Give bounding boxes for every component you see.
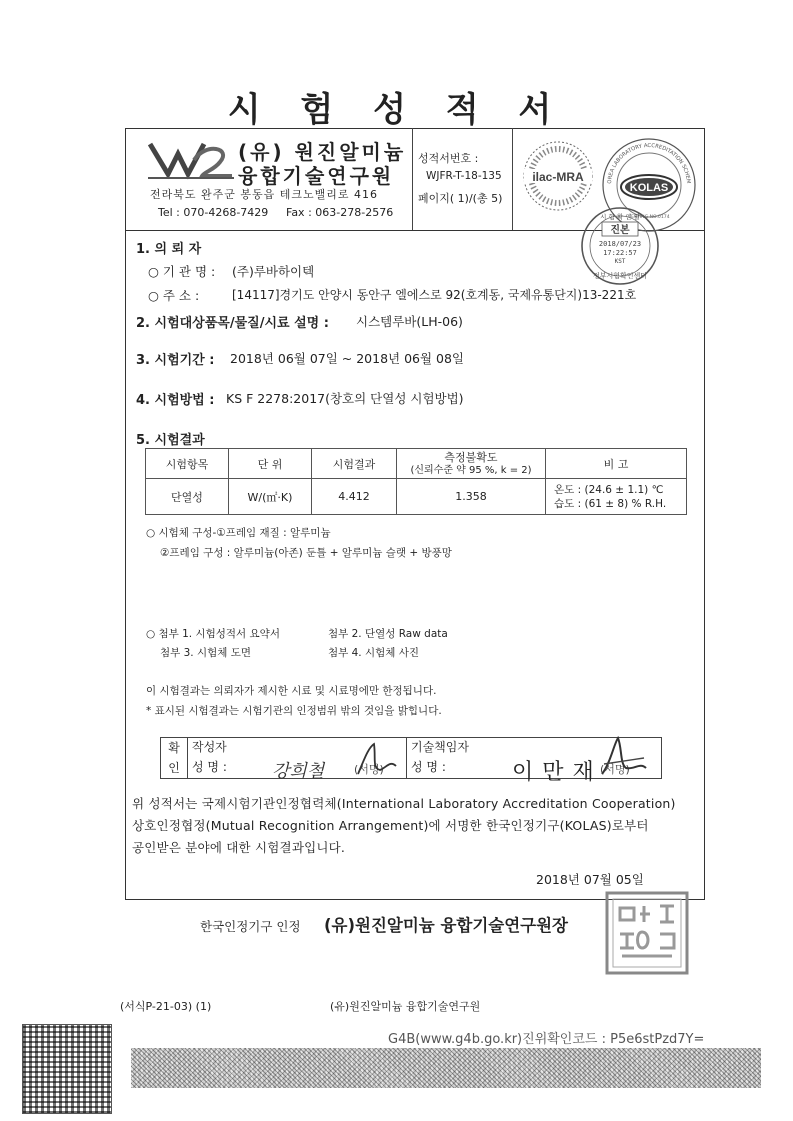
statement-line3: 공인받은 분야에 대한 시험결과입니다. (132, 840, 346, 855)
row-unit: W/(㎡·K) (229, 479, 312, 515)
client-org-label: ○ 기 관 명 : (148, 264, 216, 279)
footer-org: (유)원진알미늄 융합기술연구원 (330, 1000, 481, 1013)
ilac-mra-logo-icon (520, 138, 596, 214)
form-number: (서식P-21-03) (1) (120, 1000, 212, 1013)
stamp-label: 진본 (610, 225, 630, 236)
issue-date: 2018년 07월 05일 (536, 872, 644, 887)
section4-title: 4. 시험방법 : (136, 393, 215, 408)
header-item: 시험항목 (146, 449, 229, 479)
kolas-ring-text: OREA LABORATORY ACCREDITATION SCHEM (606, 142, 692, 185)
g4b-verification-code: G4B(www.g4b.go.kr)진위확인코드 : P5e6stPzd7Y= (388, 1032, 705, 1047)
writer-name-label: 성 명 : (192, 760, 227, 775)
org-address: 전라북도 완주군 봉동읍 테크노밸리로 416 (150, 188, 378, 201)
ilac-text: ilac-MRA (532, 170, 584, 184)
row-result: 4.412 (312, 479, 397, 515)
stamp-tz: KST (614, 258, 626, 265)
tech-name-label: 성 명 : (411, 760, 446, 775)
tech-sign-mark: (서명) (600, 763, 630, 776)
statement-line2: 상호인정협정(Mutual Recognition Arrangement)에 서명한 한국인정기구(KOLAS)로부터 (132, 818, 649, 833)
header-divider-v2 (512, 128, 513, 230)
attachment-2: 첨부 2. 단열성 Raw data (328, 628, 448, 640)
org-fax: Fax : 063-278-2576 (286, 206, 394, 219)
org-name-line1: (유) 원진알미늄 (238, 140, 407, 164)
remark-temperature: 온도 : (24.6 ± 1.1) ℃ (554, 483, 664, 496)
header-divider-v1 (412, 128, 413, 230)
client-address-label: ○ 주 소 : (148, 288, 200, 303)
stamp-bottom-text: 정부시험확인센터 (592, 272, 648, 280)
header-remark: 비 고 (546, 449, 687, 479)
tech-manager-name: 이 만 재 (512, 760, 595, 785)
row-uncertainty: 1.358 (397, 479, 546, 515)
remark-humidity: 습도 : (61 ± 8) % R.H. (554, 497, 667, 510)
header-uncertainty-line1: 측정불확도 (444, 450, 498, 464)
section1-title: 1. 의 뢰 자 (136, 242, 202, 257)
writer-handwritten-name: 강희철 (272, 761, 325, 782)
stamp-top-text: 시 험 확 인 필 (600, 213, 640, 221)
spec-line2: ②프레임 구성 : 알루미늄(아존) 둔틀 + 알루미늄 슬랫 + 방풍망 (160, 547, 452, 559)
kolas-text: KOLAS (629, 182, 669, 194)
stamp-date: 2018/07/23 (598, 240, 642, 248)
section5-title: 5. 시험결과 (136, 433, 205, 448)
org-tel: Tel : 070-4268-7429 (158, 206, 269, 219)
client-org-value: (주)루바하이텍 (232, 264, 315, 279)
page-count: 페이지( 1)/(총 5) (418, 192, 503, 205)
cert-number: WJFR-T-18-135 (426, 170, 502, 182)
test-method: KS F 2278:2017(창호의 단열성 시험방법) (226, 391, 464, 406)
limitation-note-2: * 표시된 시험결과는 시험기관의 인정범위 밖의 것임을 밝힙니다. (146, 705, 442, 717)
cert-number-label: 성적서번호 : (418, 152, 479, 165)
header-unit: 단 위 (229, 449, 312, 479)
writer-signature-icon (354, 740, 400, 782)
spec-line1: ○ 시험체 구성-①프레임 재질 : 알루미늄 (146, 527, 331, 539)
issuer-name: (유)원진알미늄 융합기술연구원장 (324, 916, 568, 935)
header-uncertainty (397, 449, 546, 479)
test-period: 2018년 06월 07일 ~ 2018년 06월 08일 (230, 351, 465, 366)
attachment-4: 첨부 4. 시험체 사진 (328, 647, 420, 659)
writer-label: 작성자 (188, 738, 407, 756)
row-remark (546, 479, 687, 515)
header-result: 시험결과 (312, 449, 397, 479)
issuer-prefix: 한국인정기구 인정 (200, 919, 301, 934)
confirm-bottom: 인 (168, 761, 180, 775)
client-address-value: [14117]경기도 안양시 동안구 엘에스로 92(호계동, 국제유통단지)13-221호 (232, 288, 637, 302)
qr-code-icon[interactable] (22, 1024, 112, 1114)
row-item: 단열성 (146, 479, 229, 515)
results-table (145, 448, 687, 515)
kolas-number-text: TESTING NO.0174 (628, 215, 670, 220)
attachment-1: ○ 첨부 1. 시험성적서 요약서 (146, 628, 280, 640)
official-seal-icon (604, 890, 690, 976)
writer-sign-mark: (서명) (354, 763, 384, 776)
document-title: 시 험 성 적 서 (227, 90, 566, 130)
attachment-3: 첨부 3. 시험체 도면 (160, 647, 252, 659)
tech-manager-label: 기술책임자 (407, 738, 662, 756)
limitation-note-1: 이 시험결과는 의뢰자가 제시한 시료 및 시료명에만 한정됩니다. (146, 685, 437, 697)
confirm-cell (161, 738, 188, 779)
header-uncertainty-line2: (신뢰수준 약 95 %, k = 2) (410, 464, 532, 476)
barcode-strip (131, 1048, 761, 1088)
section2-title: 2. 시험대상품목/물질/시료 설명 : (136, 316, 329, 331)
section3-title: 3. 시험기간 : (136, 353, 215, 368)
stamp-time: 17:22:57 (603, 249, 637, 257)
verification-stamp-icon (578, 206, 662, 286)
sample-description: 시스템루바(LH-06) (356, 314, 463, 329)
results-row (146, 479, 687, 515)
statement-line1: 위 성적서는 국제시험기관인정협력체(International Laboratory Accreditation Cooperation) (132, 796, 676, 811)
company-logo-icon (148, 138, 236, 182)
confirm-top: 확 (168, 741, 180, 755)
results-header-row (146, 449, 687, 479)
tech-signature-icon (596, 734, 652, 780)
org-name-line2: 융합기술연구원 (238, 164, 395, 188)
